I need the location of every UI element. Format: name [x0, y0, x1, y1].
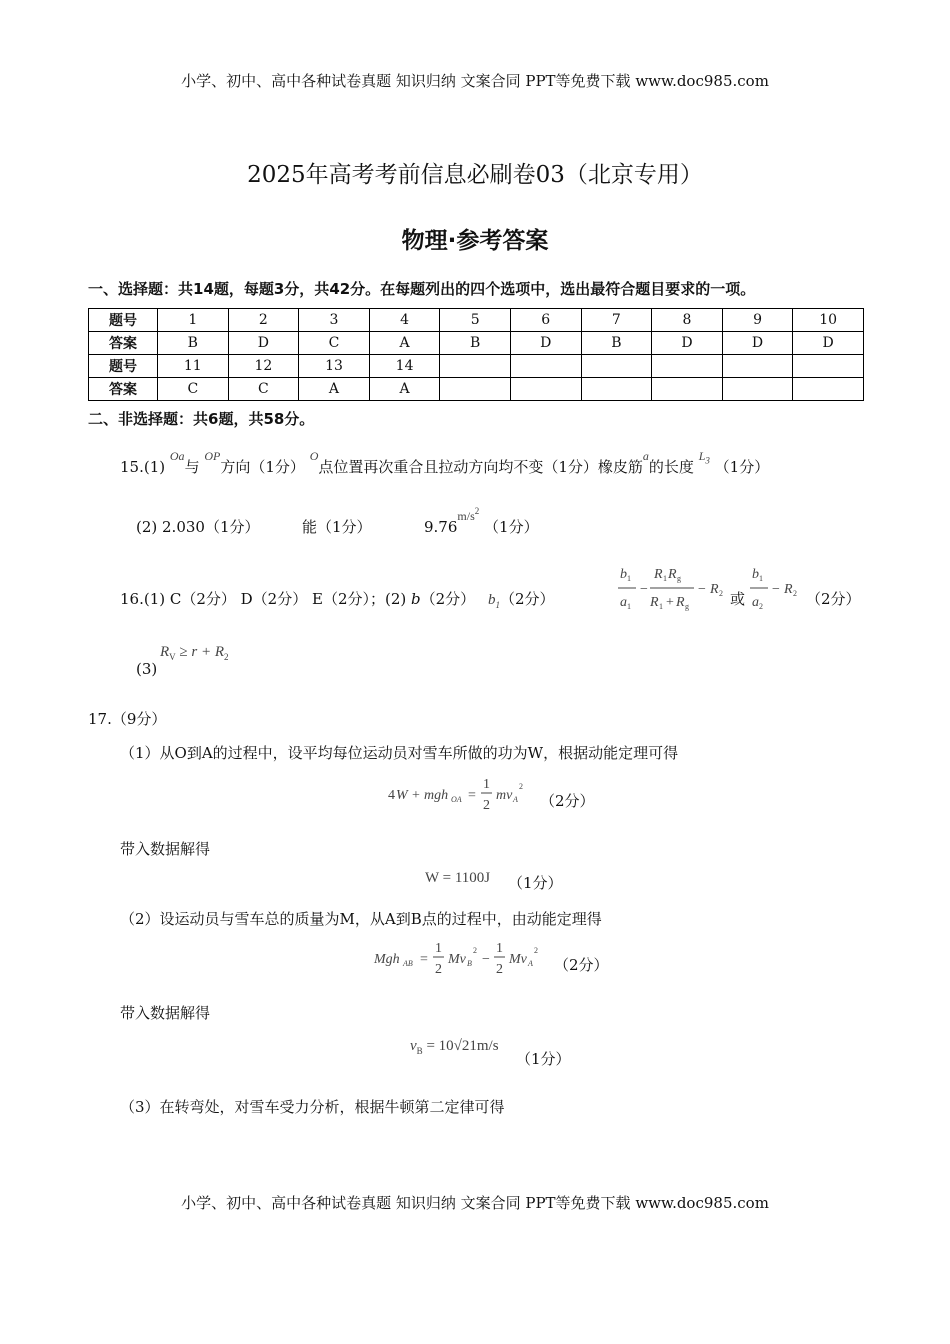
svg-text:−: − — [698, 582, 706, 597]
answer-cell: B — [440, 332, 511, 355]
svg-text:g: g — [685, 602, 689, 611]
svg-text:2: 2 — [473, 946, 477, 955]
page-subtitle: 物理·参考答案 — [401, 228, 549, 254]
answer-cell — [793, 378, 864, 401]
svg-text:b: b — [620, 567, 627, 582]
svg-text:1: 1 — [496, 941, 503, 956]
answer-cell: C — [228, 378, 299, 401]
q17-head: 17.（9分） — [88, 710, 167, 728]
table-row — [89, 309, 864, 332]
q16-formula2-svg — [748, 562, 804, 614]
q16-b: b — [411, 590, 421, 608]
svg-text:=: = — [468, 788, 476, 803]
svg-text:mgh: mgh — [424, 788, 449, 803]
q16-expression-1 — [616, 562, 728, 618]
answer-table — [88, 308, 864, 401]
svg-text:R: R — [710, 582, 719, 597]
q17-eq4-score: （1分） — [516, 1050, 571, 1068]
q16-or: 或 — [730, 590, 746, 608]
svg-text:AB: AB — [403, 959, 413, 968]
q16-rv-formula — [160, 644, 229, 662]
q15-l3-sub: 3 — [705, 455, 710, 466]
q15-part2: (2) 2.030（1分） — [136, 518, 260, 536]
svg-text:R: R — [676, 595, 685, 610]
page-title: 2025年高考考前信息必刷卷03（北京专用） — [247, 162, 703, 188]
question-number: 4 — [369, 309, 440, 332]
answer-cell: D — [228, 332, 299, 355]
q17-eq1-svg — [386, 774, 536, 816]
answer-cell: A — [299, 378, 370, 401]
q15-can: 能（1分） — [302, 518, 372, 536]
svg-text:1: 1 — [483, 777, 490, 792]
answer-cell: D — [722, 332, 793, 355]
question-number — [722, 355, 793, 378]
table-row — [89, 355, 864, 378]
question-number: 1 — [158, 309, 229, 332]
q17-eq4 — [410, 1038, 499, 1056]
q15-score: （1分） — [714, 458, 770, 476]
answer-cell: B — [158, 332, 229, 355]
q16-score1: （2分） — [420, 590, 476, 608]
q15-unit-sup: 2 — [474, 506, 480, 516]
q16-b1 — [488, 592, 500, 608]
q17-eq2: W = 1100J — [425, 870, 491, 886]
q15-point: 点位置再次重合且拉动方向均不变（1分）橡皮筋 — [318, 458, 643, 476]
question-number — [440, 355, 511, 378]
q15-l3 — [698, 449, 710, 466]
q17-substitute-2: 带入数据解得 — [120, 1004, 211, 1022]
q15-length: 的长度 — [648, 458, 694, 476]
question-number: 11 — [158, 355, 229, 378]
svg-text:2: 2 — [793, 589, 797, 598]
q16-b1-sub: 1 — [495, 600, 500, 610]
question-number — [581, 355, 652, 378]
question-number: 6 — [510, 309, 581, 332]
q17-eq1-score: （2分） — [540, 792, 595, 810]
question-number: 7 — [581, 309, 652, 332]
answer-cell — [722, 378, 793, 401]
question-number — [652, 355, 723, 378]
q15-o: O — [309, 449, 319, 463]
answer-cell: B — [581, 332, 652, 355]
svg-text:2: 2 — [496, 962, 503, 977]
svg-text:Mv: Mv — [509, 952, 527, 967]
answer-cell: D — [652, 332, 723, 355]
question-number: 5 — [440, 309, 511, 332]
q16-b1-letter: b — [487, 592, 496, 608]
table-row — [89, 332, 864, 355]
q16-formula-svg — [616, 562, 728, 614]
q15-oa: Oa — [169, 449, 185, 463]
svg-text:a: a — [752, 595, 759, 610]
q16-line1 — [120, 588, 555, 610]
q16-score3: （2分） — [806, 590, 861, 608]
question-number: 9 — [722, 309, 793, 332]
svg-text:4: 4 — [388, 788, 395, 803]
q17-eq4-v: v — [410, 1038, 417, 1054]
q17-eq3 — [372, 938, 552, 984]
answer-cell: D — [510, 332, 581, 355]
q17-eq3-score: （2分） — [554, 956, 609, 974]
svg-text:b: b — [752, 567, 759, 582]
svg-text:g: g — [677, 574, 681, 583]
table-row — [89, 378, 864, 401]
svg-text:1: 1 — [663, 574, 667, 583]
q16-expression-2 — [748, 562, 804, 618]
svg-text:1: 1 — [759, 574, 763, 583]
q17-eq4-sub: B — [416, 1046, 423, 1056]
section-non-choice: 二、非选择题：共6题，共58分。 — [88, 410, 315, 428]
answer-label: 答案 — [89, 378, 158, 401]
question-number-label: 题号 — [89, 355, 158, 378]
svg-text:a: a — [620, 595, 627, 610]
q17-part3: （3）在转弯处，对雪车受力分析，根据牛顿第二定律可得 — [120, 1098, 505, 1116]
q16-score2: （2分） — [499, 590, 555, 608]
svg-text:1: 1 — [627, 602, 631, 611]
answer-cell: C — [299, 332, 370, 355]
svg-text:+: + — [412, 788, 420, 803]
answer-cell: D — [793, 332, 864, 355]
q15-unit-text: m/s — [457, 509, 475, 523]
answer-cell: C — [158, 378, 229, 401]
q16-prefix: 16.(1) C（2分） D（2分） E（2分）；(2) — [120, 590, 407, 608]
answer-cell: A — [369, 332, 440, 355]
q15-prefix: 15.(1) — [120, 458, 166, 476]
svg-text:2: 2 — [435, 962, 442, 977]
answer-cell — [440, 378, 511, 401]
q17-eq2-score: （1分） — [508, 874, 563, 892]
section-multiple-choice: 一、选择题：共14题，每题3分，共42分。在每题列出的四个选项中，选出最符合题目要求的一项。 — [88, 280, 756, 298]
svg-text:=: = — [420, 952, 428, 967]
svg-text:−: − — [482, 952, 490, 967]
q15-value-number: 9.76 — [424, 518, 458, 536]
page-header: 小学、初中、高中各种试卷真题 知识归纳 文案合同 PPT等免费下载 www.doc985.com — [181, 72, 769, 90]
svg-text:2: 2 — [719, 589, 723, 598]
svg-text:2: 2 — [759, 602, 763, 611]
svg-text:mv: mv — [496, 788, 513, 803]
svg-text:R: R — [654, 567, 663, 582]
q15-direction: 方向（1分） — [220, 458, 305, 476]
svg-text:+: + — [666, 595, 674, 610]
svg-text:Mgh: Mgh — [374, 952, 400, 967]
svg-text:R: R — [650, 595, 659, 610]
svg-text:A: A — [513, 795, 518, 804]
svg-text:B: B — [467, 959, 472, 968]
answer-cell — [652, 378, 723, 401]
answer-cell: A — [369, 378, 440, 401]
q15-unit — [457, 506, 480, 523]
svg-text:1: 1 — [659, 602, 663, 611]
q17-part1: （1）从O到A的过程中，设平均每位运动员对雪车所做的功为W，根据动能定理可得 — [120, 744, 679, 762]
svg-text:R: R — [668, 567, 677, 582]
q15-yu: 与 — [184, 458, 200, 476]
q17-eq3-svg — [372, 938, 552, 980]
svg-text:A: A — [528, 959, 533, 968]
question-number: 12 — [228, 355, 299, 378]
question-number: 14 — [369, 355, 440, 378]
answer-cell — [510, 378, 581, 401]
q16-rv-letter: R — [160, 644, 170, 660]
svg-text:R: R — [784, 582, 793, 597]
question-number: 2 — [228, 309, 299, 332]
q15-value — [424, 506, 539, 537]
q16-part3: (3) — [136, 660, 158, 678]
question-number: 8 — [652, 309, 723, 332]
q15-a: a — [642, 449, 649, 463]
svg-text:2: 2 — [483, 798, 490, 813]
svg-text:−: − — [640, 582, 648, 597]
q16-rv-sub2: 2 — [224, 652, 229, 662]
page-footer: 小学、初中、高中各种试卷真题 知识归纳 文案合同 PPT等免费下载 www.doc985.com — [181, 1194, 769, 1212]
svg-text:1: 1 — [435, 941, 442, 956]
q15-score2: （1分） — [484, 518, 539, 536]
question-number — [510, 355, 581, 378]
q17-eq1 — [386, 774, 536, 820]
answer-label: 答案 — [89, 332, 158, 355]
q15-line1 — [120, 449, 770, 477]
q17-eq4-rest: = 10√21m/s — [422, 1038, 499, 1054]
svg-text:1: 1 — [627, 574, 631, 583]
question-number: 10 — [793, 309, 864, 332]
question-number: 3 — [299, 309, 370, 332]
q15-op: OP — [204, 449, 221, 463]
q17-part2: （2）设运动员与雪车总的质量为M，从A到B点的过程中，由动能定理得 — [120, 910, 602, 928]
svg-text:W: W — [396, 788, 408, 803]
svg-text:Mv: Mv — [448, 952, 466, 967]
q16-rv-rest: ≥ r + R — [175, 644, 225, 660]
svg-text:2: 2 — [534, 946, 538, 955]
svg-text:OA: OA — [451, 795, 462, 804]
answer-cell — [581, 378, 652, 401]
q15-l3-letter: L — [698, 449, 706, 463]
q16-rv-sub: V — [169, 652, 176, 662]
svg-text:2: 2 — [519, 782, 523, 791]
svg-text:−: − — [772, 582, 780, 597]
question-number-label: 题号 — [89, 309, 158, 332]
q17-substitute-1: 带入数据解得 — [120, 840, 211, 858]
question-number — [793, 355, 864, 378]
question-number: 13 — [299, 355, 370, 378]
